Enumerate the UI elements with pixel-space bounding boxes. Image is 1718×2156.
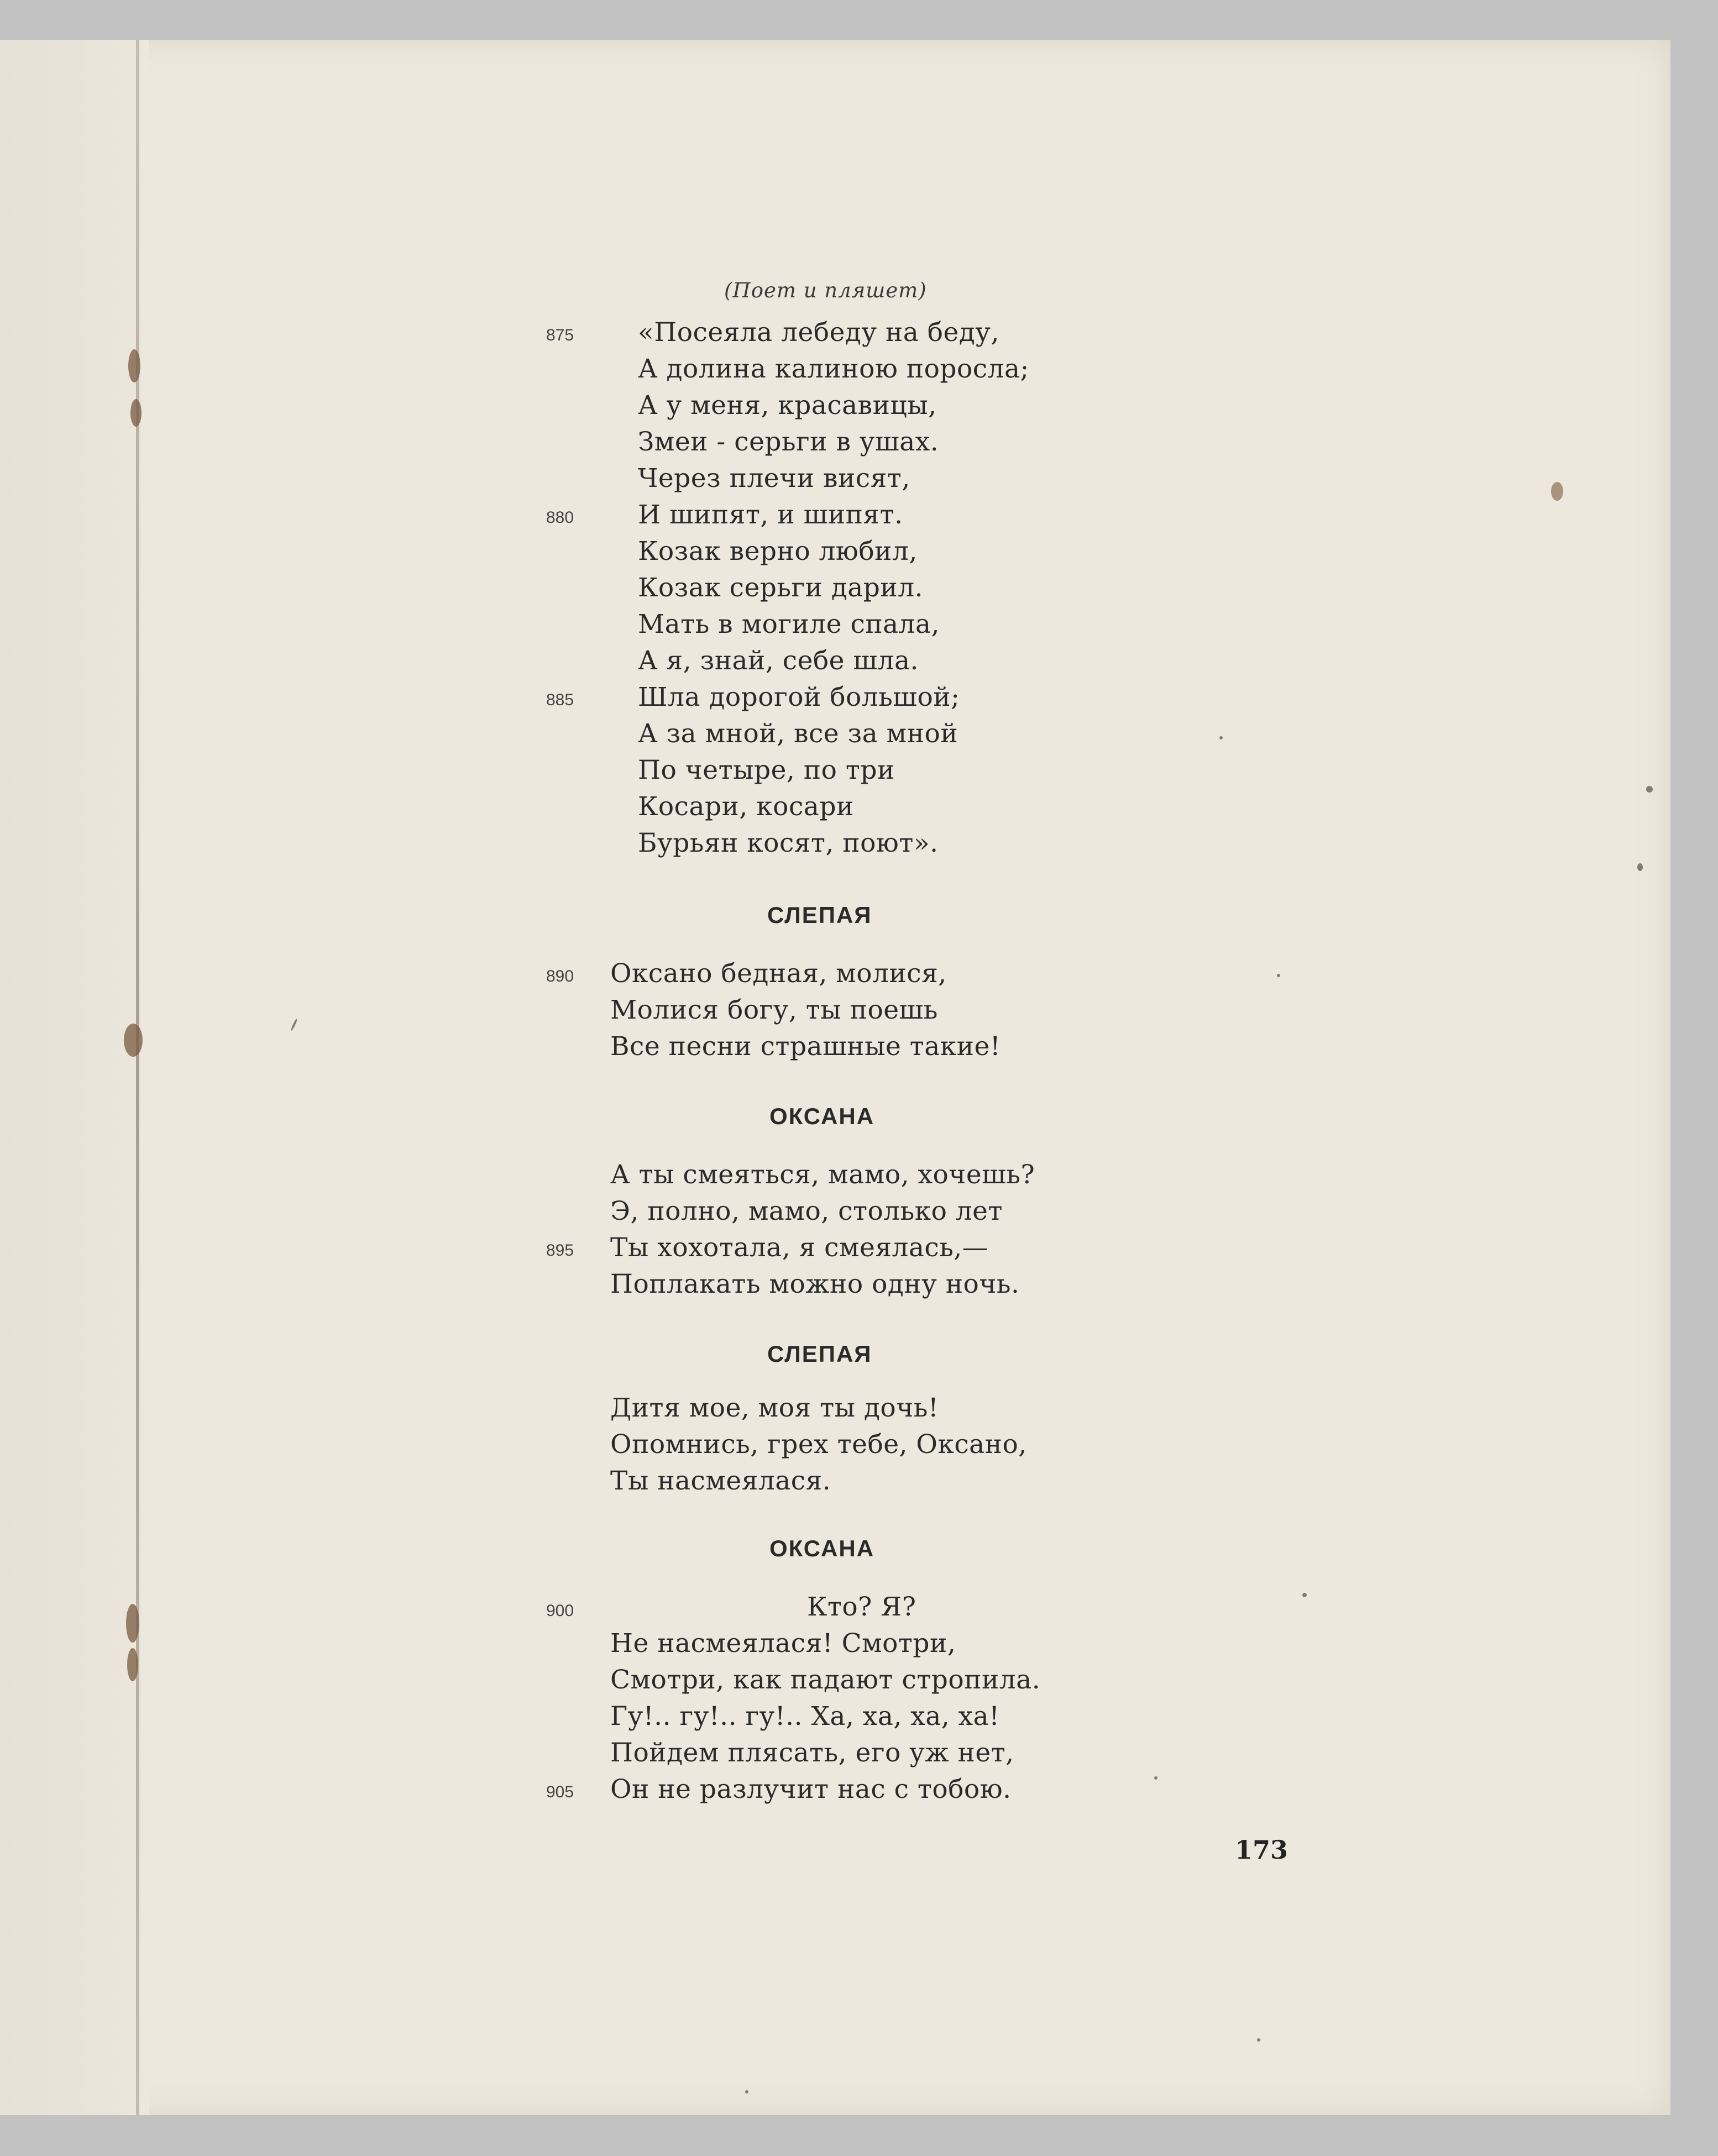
verse-line: А я, знай, себе шла. [638,646,919,676]
verse-line: Смотри, как падают стропила. [610,1665,1041,1695]
verse-line: Пойдем плясать, его уж нет, [610,1738,1014,1768]
verse-line: Опомнись, грех тебе, Оксано, [610,1429,1027,1460]
line-number: 885 [546,691,574,709]
verse-line: Все песни страшные такие! [610,1031,1001,1062]
verse-line: Не насмеялася! Смотри, [610,1628,956,1659]
verse-line: Мать в могиле спала, [638,609,940,639]
verse-line: И шипят, и шипят. [638,500,903,530]
verse-line: Бурьян косят, поют». [638,828,939,858]
verse-line: Ты насмеялася. [610,1466,831,1496]
speaker-name: СЛЕПАЯ [767,1341,872,1367]
verse-line: Дитя мое, моя ты дочь! [610,1393,939,1423]
verse-line: Он не разлучит нас с тобою. [610,1774,1012,1804]
verse-line: Оксано бедная, молися, [610,958,947,989]
verse-line: А долина калиною поросла; [638,354,1029,384]
verse-line: Поплакать можно одну ночь. [610,1269,1020,1299]
book-page [0,40,1670,2115]
line-number: 905 [546,1783,574,1801]
speaker-name: ОКСАНА [769,1103,875,1129]
verse-line: Шла дорогой большой; [638,682,960,712]
verse-line: А ты смеяться, мамо, хочешь? [610,1160,1035,1190]
verse-line: Козак верно любил, [638,536,918,566]
speaker-name: ОКСАНА [769,1535,875,1561]
verse-line: «Посеяла лебеду на беду, [638,317,999,348]
verse-line: А у меня, красавицы, [638,390,937,421]
verse-line: Кто? Я? [807,1592,916,1622]
verse-line: Змеи - серьги в ушах. [638,427,939,457]
verse-line: Молися богу, ты поешь [610,995,938,1025]
line-number: 890 [546,967,574,985]
stage-direction: (Поет и пляшет) [724,279,927,302]
line-number: 900 [546,1602,574,1620]
line-number: 880 [546,508,574,527]
verse-line: А за мной, все за мной [638,718,958,749]
verse-line: Козак серьги дарил. [638,573,924,603]
line-number: 895 [546,1241,574,1260]
verse-line: Косари, косари [638,791,854,822]
verse-line: Гу!.. гу!.. гу!.. Ха, ха, ха, ха! [610,1701,1000,1732]
verse-line: Через плечи висят, [638,463,910,494]
verse-line: Ты хохотала, я смеялась,— [610,1232,989,1263]
verse-line: По четыре, по три [638,755,895,785]
verse-line: Э, полно, мамо, столько лет [610,1196,1003,1226]
page-number: 173 [1235,1835,1288,1865]
speaker-name: СЛЕПАЯ [767,902,872,928]
line-number: 875 [546,326,574,344]
poem-text [0,40,1670,2115]
